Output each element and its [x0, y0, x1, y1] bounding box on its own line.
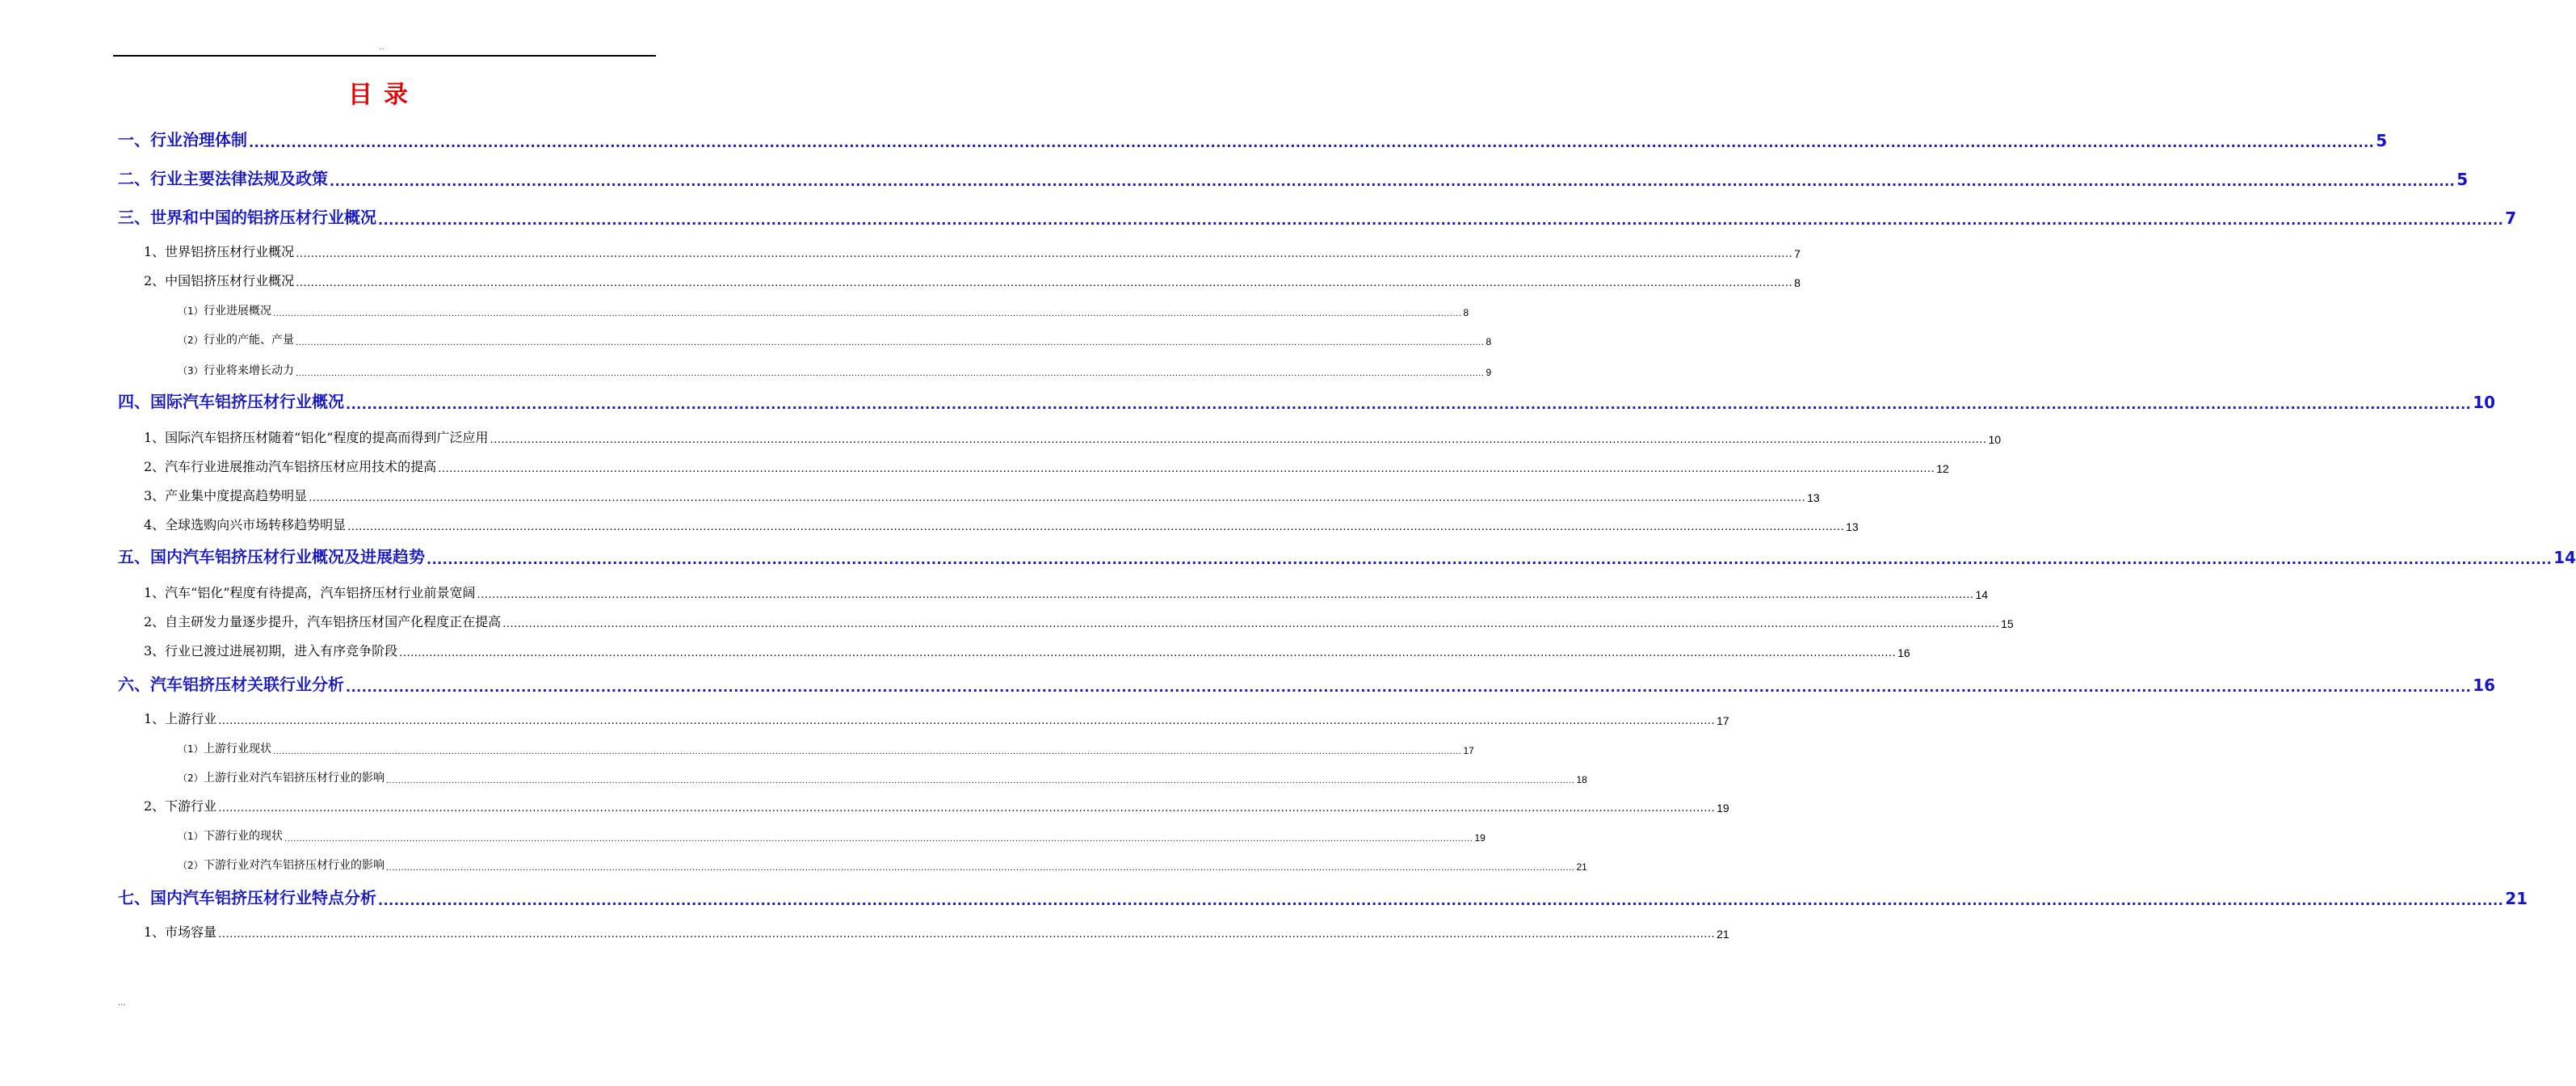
toc-entry-level-1[interactable]	[118, 165, 2469, 189]
toc-dot-leader: ................................................................................................................................................................................................................................................................................................................................................................................................................	[347, 521, 1845, 533]
toc-entry-label: 1、上游行业	[144, 711, 217, 726]
toc-entry-text: 下游行业对汽车铝挤压材行业的影响	[204, 859, 385, 872]
toc-entry-label: 1、国际汽车铝挤压材随着“铝化”程度的提高而得到广泛应用	[144, 430, 489, 445]
toc-entry-level-3[interactable]	[178, 826, 1486, 844]
toc-dot-leader: ................................................................................................................................................................................................................................................................................................................................................................................................................	[296, 248, 1793, 260]
toc-page-number: 16	[1897, 646, 1910, 659]
toc-page-number: 21	[2505, 889, 2528, 908]
toc-entry-level-2[interactable]	[144, 241, 1801, 260]
toc-entry-level-1[interactable]	[118, 671, 2496, 695]
toc-page-number: 10	[2473, 393, 2496, 412]
toc-entry-level-2[interactable]	[144, 708, 1729, 727]
toc-entry-level-2[interactable]	[144, 921, 1729, 941]
toc-dot-leader: ................................................................................................................................................................................................................................................................................................................................................................................................................	[296, 369, 1485, 378]
toc-entry-label: 3、产业集中度提高趋势明显	[144, 488, 308, 503]
toc-entry-label: 三、世界和中国的铝挤压材行业概况	[118, 208, 376, 227]
toc-dot-leader: ................................................................................................................................................................................................................................................................................................................................................................................................................	[249, 135, 2375, 150]
toc-dot-leader: ................................................................................................................................................................................................................................................................................................................................................................................................................	[218, 928, 1716, 941]
toc-entry-number: （2）	[178, 860, 204, 871]
toc-entry-level-1[interactable]	[118, 543, 2576, 567]
toc-page-number: 21	[1717, 928, 1729, 941]
toc-entry-text: 行业进展概况	[204, 305, 271, 318]
toc-entry-label	[178, 331, 294, 347]
toc-page-number: 21	[1576, 861, 1587, 873]
toc-page-number: 12	[1936, 462, 1949, 475]
toc-dot-leader: ................................................................................................................................................................................................................................................................................................................................................................................................................	[386, 864, 1575, 873]
toc-entry-label: 2、中国铝挤压材行业概况	[144, 273, 295, 288]
toc-entry-label	[178, 857, 385, 873]
toc-entry-label: 3、行业已渡过进展初期，进入有序竞争阶段	[144, 643, 398, 659]
toc-entry-label: 2、汽车行业进展推动汽车铝挤压材应用技术的提高	[144, 459, 437, 474]
toc-entry-level-2[interactable]	[144, 485, 1820, 504]
toc-entry-label: 2、自主研发力量逐步提升，汽车铝挤压材国产化程度正在提高	[144, 614, 502, 629]
toc-dot-leader: ................................................................................................................................................................................................................................................................................................................................................................................................................	[490, 434, 1987, 446]
page-top-mark: ..	[380, 44, 385, 52]
toc-dot-leader: ................................................................................................................................................................................................................................................................................................................................................................................................................	[386, 777, 1575, 785]
toc-entry-level-1[interactable]	[118, 126, 2388, 150]
toc-dot-leader: ................................................................................................................................................................................................................................................................................................................................................................................................................	[284, 835, 1473, 844]
toc-entry-level-3[interactable]	[178, 360, 1492, 378]
toc-entry-level-2[interactable]	[144, 514, 1859, 533]
toc-dot-leader: ................................................................................................................................................................................................................................................................................................................................................................................................................	[502, 618, 2000, 630]
toc-entry-label: 2、下游行业	[144, 798, 217, 814]
toc-dot-leader: ................................................................................................................................................................................................................................................................................................................................................................................................................	[346, 397, 2472, 412]
toc-entry-level-1[interactable]	[118, 388, 2496, 412]
toc-page-number: 7	[1794, 247, 1801, 260]
toc-entry-level-2[interactable]	[144, 270, 1801, 289]
toc-entry-label	[178, 302, 271, 318]
toc-entry-text: 下游行业的现状	[204, 830, 283, 843]
toc-page-number: 8	[1463, 307, 1469, 318]
toc-entry-text: 行业将来增长动力	[204, 364, 294, 377]
toc-entry-number: （1）	[178, 743, 204, 755]
toc-entry-label: 四、国际汽车铝挤压材行业概况	[118, 392, 344, 411]
toc-dot-leader: ................................................................................................................................................................................................................................................................................................................................................................................................................	[346, 680, 2472, 695]
toc-entry-text: 行业的产能、产量	[204, 334, 294, 347]
toc-entry-text: 上游行业对汽车铝挤压材行业的影响	[204, 772, 385, 785]
toc-title: 目录	[348, 81, 419, 109]
toc-entry-label	[178, 362, 294, 378]
toc-entry-label: 七、国内汽车铝挤压材行业特点分析	[118, 888, 376, 907]
toc-dot-leader: ................................................................................................................................................................................................................................................................................................................................................................................................................	[477, 589, 1974, 601]
toc-page-number: 17	[1463, 745, 1474, 756]
toc-entry-level-2[interactable]	[144, 611, 2014, 630]
toc-entry-label: 1、市场容量	[144, 924, 217, 940]
toc-page-number: 13	[1807, 491, 1820, 504]
toc-entry-label: 一、行业治理体制	[118, 130, 247, 149]
toc-entry-label: 六、汽车铝挤压材关联行业分析	[118, 675, 344, 694]
header-rule	[113, 55, 656, 57]
toc-entry-number: （2）	[178, 772, 204, 784]
toc-page-number: 9	[1486, 367, 1492, 378]
toc-page-number: 14	[1975, 588, 1989, 601]
toc-entry-number: （1）	[178, 831, 204, 842]
toc-entry-label	[178, 827, 283, 844]
toc-dot-leader: ................................................................................................................................................................................................................................................................................................................................................................................................................	[296, 339, 1485, 347]
toc-entry-label: 五、国内汽车铝挤压材行业概况及进展趋势	[118, 547, 425, 566]
toc-entry-level-1[interactable]	[118, 884, 2528, 908]
toc-entry-level-1[interactable]	[118, 204, 2517, 228]
toc-entry-number: （2）	[178, 335, 204, 346]
toc-dot-leader: ................................................................................................................................................................................................................................................................................................................................................................................................................	[378, 213, 2504, 228]
toc-entry-number: （3）	[178, 365, 204, 377]
toc-entry-level-2[interactable]	[144, 640, 1910, 659]
toc-entry-label: 1、世界铝挤压材行业概况	[144, 244, 295, 259]
toc-dot-leader: ................................................................................................................................................................................................................................................................................................................................................................................................................	[378, 893, 2504, 908]
toc-page-number: 17	[1717, 714, 1729, 727]
toc-page-number: 5	[2376, 131, 2388, 150]
toc-page-number: 10	[1988, 433, 2002, 446]
toc-page-number: 15	[2001, 617, 2014, 630]
toc-dot-leader: ................................................................................................................................................................................................................................................................................................................................................................................................................	[296, 277, 1793, 289]
toc-dot-leader: ................................................................................................................................................................................................................................................................................................................................................................................................................	[218, 715, 1716, 727]
toc-entry-label: 1、汽车“铝化”程度有待提高，汽车铝挤压材行业前景宽阔	[144, 585, 476, 600]
page-bottom-mark: ...	[118, 999, 126, 1008]
toc-entry-level-3[interactable]	[178, 739, 1474, 756]
toc-page-number: 14	[2553, 548, 2576, 567]
toc-entry-level-2[interactable]	[144, 582, 1989, 601]
toc-page-number: 8	[1794, 276, 1801, 289]
toc-entry-number: （1）	[178, 305, 204, 317]
toc-page-number: 19	[1474, 832, 1486, 844]
toc-entry-label: 4、全球选购向兴市场转移趋势明显	[144, 517, 347, 532]
toc-dot-leader: ................................................................................................................................................................................................................................................................................................................................................................................................................	[309, 492, 1806, 504]
toc-dot-leader: ................................................................................................................................................................................................................................................................................................................................................................................................................	[438, 463, 1935, 475]
toc-entry-level-2[interactable]	[144, 795, 1729, 814]
toc-entry-level-3[interactable]	[178, 768, 1587, 785]
toc-dot-leader: ................................................................................................................................................................................................................................................................................................................................................................................................................	[273, 309, 1462, 318]
toc-entry-level-3[interactable]	[178, 330, 1492, 347]
toc-dot-leader: ................................................................................................................................................................................................................................................................................................................................................................................................................	[330, 174, 2456, 189]
toc-page-number: 18	[1576, 774, 1587, 785]
toc-page-number: 7	[2505, 208, 2517, 228]
toc-entry-label	[178, 740, 271, 756]
toc-entry-level-3[interactable]	[178, 855, 1587, 873]
toc-entry-level-3[interactable]	[178, 301, 1469, 318]
toc-dot-leader: ................................................................................................................................................................................................................................................................................................................................................................................................................	[399, 647, 1897, 659]
toc-dot-leader: ................................................................................................................................................................................................................................................................................................................................................................................................................	[427, 552, 2553, 567]
toc-entry-label	[178, 769, 385, 785]
toc-entry-level-2[interactable]	[144, 427, 2002, 446]
toc-page-number: 5	[2456, 170, 2469, 189]
toc-page-number: 8	[1486, 336, 1492, 347]
toc-page-number: 19	[1717, 802, 1729, 814]
toc-entry-level-2[interactable]	[144, 456, 1949, 475]
toc-page-number: 16	[2473, 676, 2496, 695]
toc-entry-text: 上游行业现状	[204, 743, 271, 756]
toc-dot-leader: ................................................................................................................................................................................................................................................................................................................................................................................................................	[273, 747, 1462, 756]
toc-dot-leader: ................................................................................................................................................................................................................................................................................................................................................................................................................	[218, 802, 1716, 814]
toc-page-number: 13	[1846, 520, 1859, 533]
toc-entry-label: 二、行业主要法律法规及政策	[118, 169, 328, 188]
